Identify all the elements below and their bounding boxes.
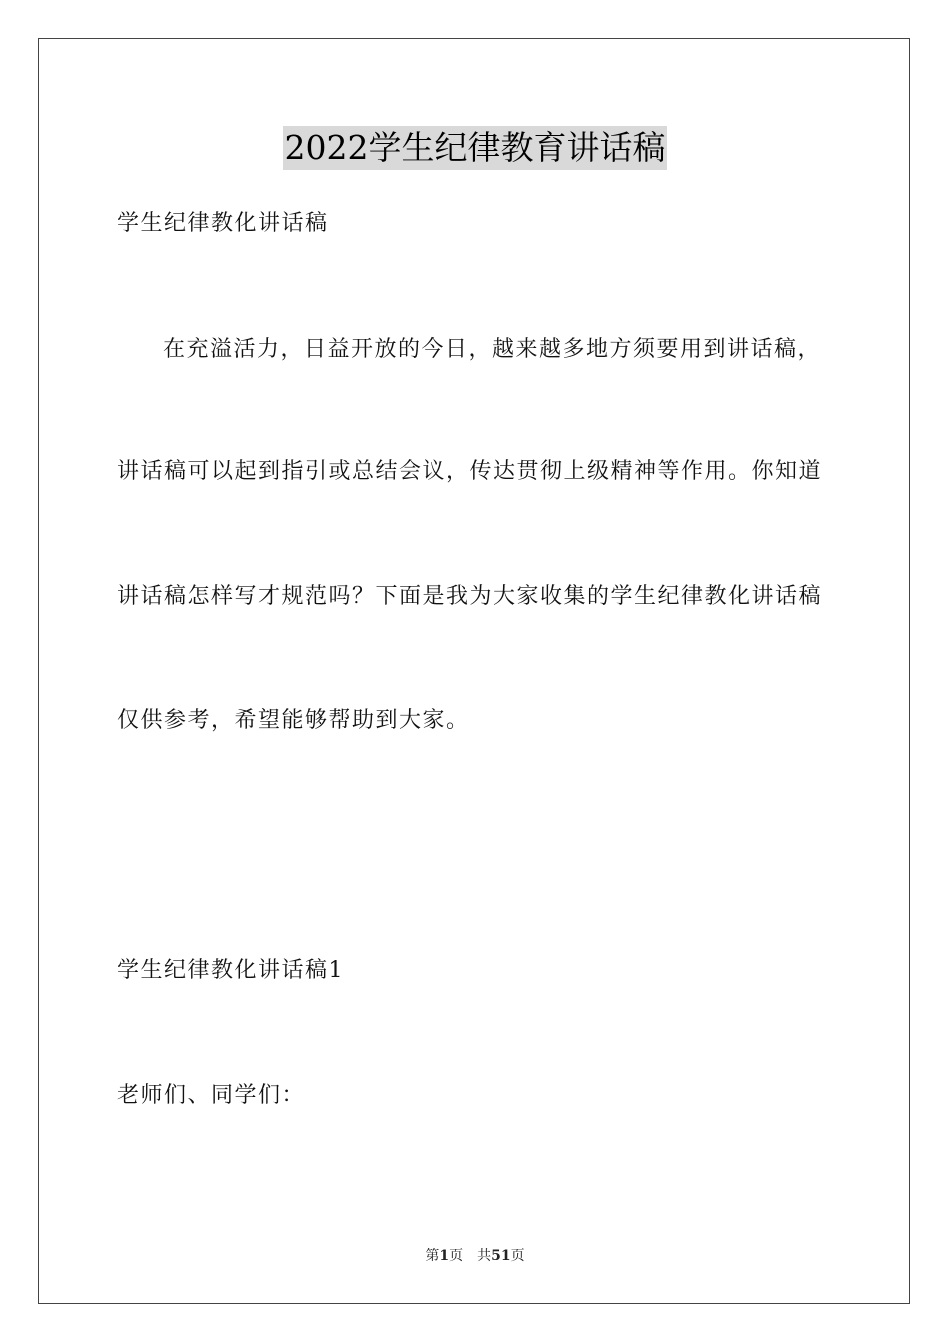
footer-prefix: 第: [425, 1248, 440, 1264]
footer-current-page: 1: [439, 1248, 450, 1264]
section-heading: 学生纪律教化讲话稿1: [117, 958, 344, 983]
intro-line-1: 在充溢活力，日益开放的今日，越来越多地方须要用到讲话稿，: [163, 337, 822, 362]
intro-line-4: 仅供参考，希望能够帮助到大家。: [117, 708, 470, 733]
intro-line-3: 讲话稿怎样写才规范吗？下面是我为大家收集的学生纪律教化讲话稿: [117, 584, 823, 609]
title-container: [0, 126, 950, 170]
salutation: 老师们、同学们：: [117, 1083, 306, 1108]
document-subtitle: 学生纪律教化讲话稿: [117, 211, 329, 236]
page-footer: [0, 1246, 950, 1266]
footer-mid: 页 共: [449, 1248, 492, 1264]
intro-line-2: 讲话稿可以起到指引或总结会议，传达贯彻上级精神等作用。你知道: [117, 459, 823, 484]
footer-total-pages: 51: [491, 1248, 511, 1264]
footer-suffix: 页: [510, 1248, 525, 1264]
document-title: 2022学生纪律教育讲话稿: [283, 126, 668, 170]
